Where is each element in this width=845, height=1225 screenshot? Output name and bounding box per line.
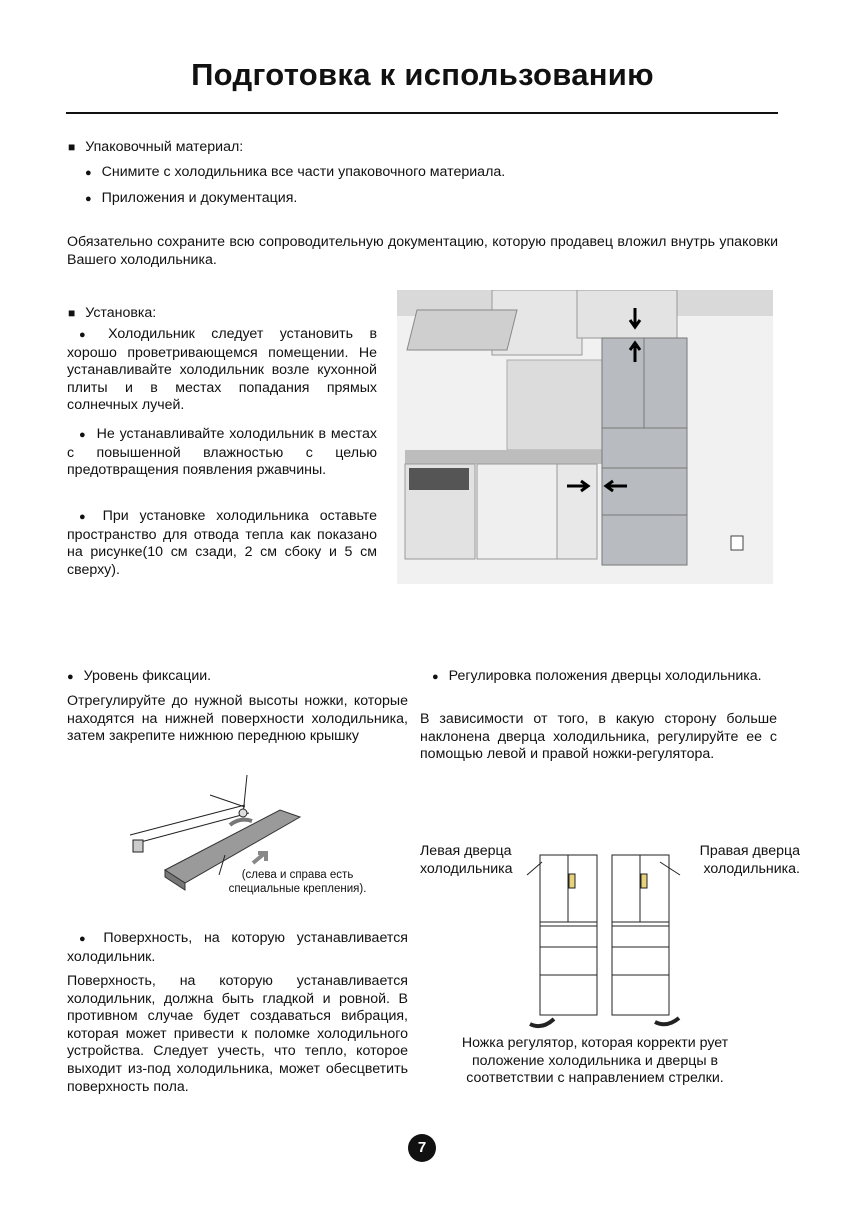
rotate-arrow-icon: [530, 1019, 554, 1026]
fridge-door-diagram: [500, 850, 700, 1035]
leveling-heading: [67, 668, 211, 687]
title-rule: [66, 112, 778, 114]
packaging-item-text: Снимите с холодильника все части упаковочного материала.: [101, 164, 506, 180]
door-text: В зависимости от того, в какую сторону больше наклонена дверца холодильника, регулируйте ее с помощью левой и правой ножки-регулятора.: [420, 711, 777, 763]
arrow-icon: [253, 853, 266, 863]
surface-heading: [67, 930, 408, 966]
left-fridge-drawing: [527, 855, 597, 1026]
leveling-caption: (слева и справа есть специальные крепления).: [228, 869, 367, 895]
packaging-item-text: Приложения и документация.: [101, 190, 298, 206]
packaging-item: [85, 190, 297, 209]
installation-item: [67, 326, 377, 415]
right-door-label: Правая дверца холодильника.: [699, 843, 800, 877]
packaging-item: [85, 164, 505, 183]
installation-heading: [68, 305, 156, 323]
page-number: 7: [408, 1134, 436, 1162]
packaging-heading-text: Упаковочный материал:: [85, 139, 244, 155]
left-door-label: Левая дверца холодильника: [420, 843, 513, 877]
rotate-arrow-icon: [655, 1018, 679, 1024]
surface-text: Поверхность, на которую устанавливается холодильник, должна быть гладкой и ровной. В противном случае будет создаваться вибрация, которая может привести к поломке холодильного устройства. Следует учесть, что тепло, которое выходит из-под холодильника, может обесцветить поверхность пола.: [67, 973, 408, 1095]
door-heading: [420, 668, 777, 687]
door-heading-text: Регулировка положения дверцы холодильника.: [448, 668, 762, 684]
right-fridge-drawing: [612, 855, 680, 1024]
installation-item-text: Не устанавливайте холодильник в местах с повышенной влажностью с целью предотвращения появления ржавчины.: [67, 426, 377, 479]
surface-heading-text: Поверхность, на которую устанавливается холодильник.: [67, 930, 408, 965]
packaging-heading: [68, 139, 243, 157]
kitchen-illustration: [397, 290, 773, 584]
packaging-note: Обязательно сохраните всю сопроводительную документацию, которую продавец вложил внутрь упаковки Вашего холодильника.: [67, 234, 778, 268]
installation-heading-text: Установка:: [85, 305, 157, 321]
leveling-text: Отрегулируйте до нужной высоты ножки, которые находятся на нижней поверхности холодильника, затем закрепите нижнюю переднюю крышку: [67, 693, 408, 745]
door-caption: Ножка регулятор, которая корректи рует положение холодильника и дверцы в соответствии с направлением стрелки.: [461, 1035, 729, 1087]
rotate-arrow-icon: [230, 820, 252, 825]
installation-item-text: При установке холодильника оставьте пространство для отвода тепла как показано на рисунке(10 см сзади, 2 см сбоку и 5 см сверху).: [67, 508, 377, 578]
page-title: Подготовка к использованию: [191, 57, 654, 92]
installation-item-text: Холодильник следует установить в хорошо проветривающемся помещении. Не устанавливайте холодильник возле кухонной плиты и в местах попадания прямых солнечных лучей.: [67, 326, 377, 414]
leveling-heading-text: Уровень фиксации.: [83, 668, 212, 684]
installation-item: [67, 508, 377, 579]
installation-item: [67, 426, 377, 480]
